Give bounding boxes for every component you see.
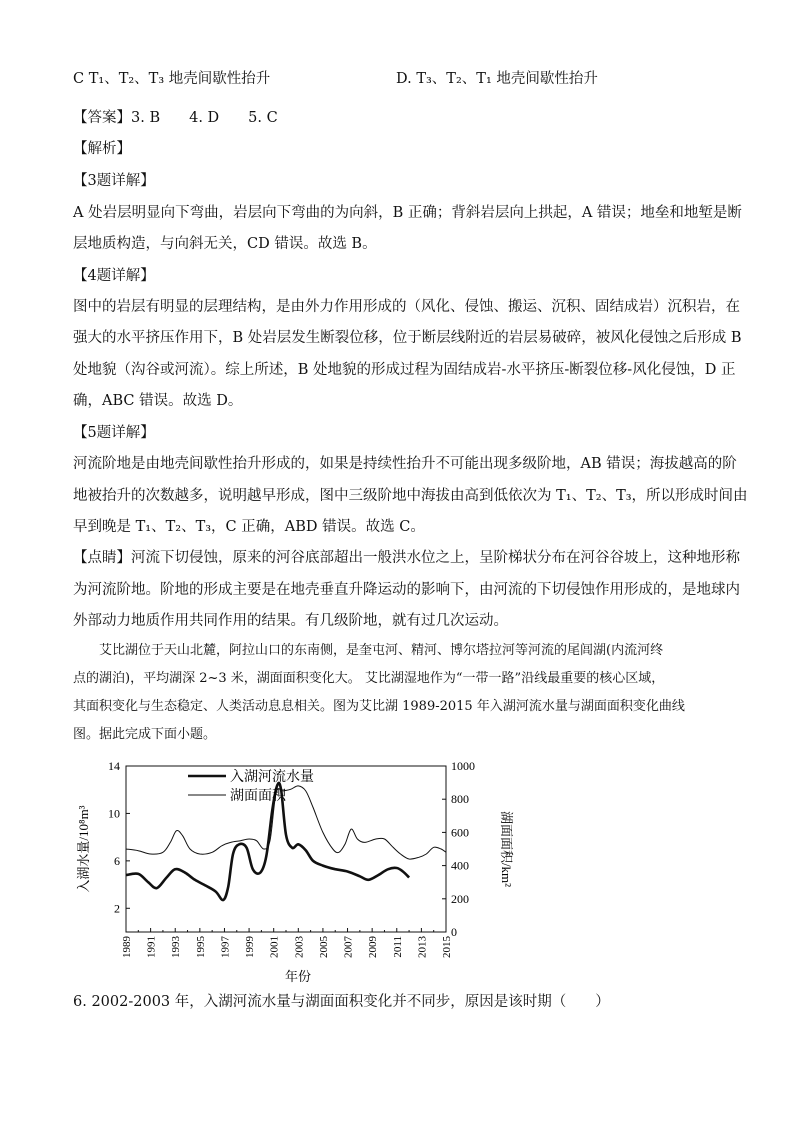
y-right-tick-label: 400 (451, 858, 469, 873)
tip-line-3: 外部动力地质作用共同作用的结果。有几级阶地，就有过几次运动。 (73, 613, 508, 629)
chart-figure (68, 752, 514, 990)
x-tick-label: 1995 (194, 936, 207, 958)
passage-line-2: 点的湖泊)，平均湖深 2~3 米，湖面面积变化大。 艾比湖湿地作为“一带一路”沿线最重要的核心区域， (73, 671, 665, 686)
x-tick-label: 1991 (145, 936, 158, 958)
tip-text-1: 河流下切侵蚀，原来的河谷底部超出一般洪水位之上，呈阶梯状分布在河谷谷坡上，这种地形称 (131, 550, 740, 566)
tip-line-1 (73, 548, 740, 568)
q3-line-1: A 处岩层明显向下弯曲，岩层向下弯曲的为向斜，B 正确；背斜岩层向上拱起，A 错误；地垒和地堑是断 (73, 205, 742, 221)
q4-tag: 【4题详解】 (73, 268, 155, 284)
q4-line-2: 强大的水平挤压作用下，B 处岩层发生断裂位移，位于断层线附近的岩层易破碎，被风化侵蚀之后形成 B (73, 330, 742, 346)
y-left-tick-label: 14 (108, 759, 120, 773)
chart-legend (188, 768, 314, 804)
passage (73, 637, 723, 749)
passage-line-1: 艾比湖位于天山北麓，阿拉山口的东南侧，是奎屯河、精河、博尔塔拉河等河流的尾闾湖(内流河终 (99, 643, 664, 658)
x-tick-label: 2003 (293, 936, 306, 958)
x-tick-label: 1993 (170, 936, 183, 958)
q3-tag: 【3题详解】 (73, 173, 155, 189)
y-left-tick-label: 2 (114, 901, 120, 916)
x-tick-label: 1989 (121, 936, 133, 958)
y-right-tick-label: 600 (451, 825, 469, 840)
y-right-tick-label: 800 (451, 792, 469, 807)
x-tick-label: 2005 (317, 936, 330, 958)
legend-label: 入湖河流水量 (230, 770, 314, 785)
chart-series (126, 783, 446, 900)
x-tick-label: 2001 (268, 936, 281, 958)
x-tick-label: 1997 (219, 936, 232, 958)
q4-line-1: 图中的岩层有明显的层理结构，是由外力作用形成的（风化、侵蚀、搬运、沉积、固结成岩）沉积岩，在 (73, 299, 740, 315)
x-axis-label: 年份 (284, 969, 312, 984)
y-left-tick-label: 10 (108, 806, 120, 821)
q5-line-3: 早到晚是 T₁、T₂、T₃，C 正确，ABD 错误。故选 C。 (73, 519, 425, 535)
q4-line-3: 处地貌（沟谷或河流）。综上所述，B 处地貌的形成过程为固结成岩-水平挤压-断裂位移-风化侵蚀，D 正 (73, 362, 736, 378)
y-right-tick-label: 1000 (451, 759, 475, 773)
q3-line-2: 层地质构造，与向斜无关，CD 错误。故选 B。 (73, 236, 377, 252)
legend-label: 湖面面积 (230, 789, 286, 804)
y-axis-label-left: 入湖水量/10⁸m³ (76, 805, 91, 893)
line-chart (68, 752, 514, 990)
question-6: 6. 2002-2003 年，入湖河流水量与湖面面积变化并不同步，原因是该时期（ ） (73, 994, 610, 1010)
passage-line-4: 图。据此完成下面小题。 (73, 727, 217, 742)
q4-line-4: 确，ABC 错误。故选 D。 (73, 393, 243, 409)
q5-tag: 【5题详解】 (73, 425, 155, 441)
y-right-tick-label: 200 (451, 891, 469, 906)
answer-tag: 【答案】 (73, 110, 131, 126)
answer-line (73, 108, 278, 128)
y-axis-label-right: 湖面面积/km² (499, 810, 514, 888)
x-tick-label: 2009 (367, 936, 380, 958)
x-tick-label: 1999 (244, 936, 257, 958)
y-right-tick-label: 0 (451, 925, 457, 939)
x-tick-label: 2013 (416, 936, 429, 958)
y-left-tick-label: 6 (114, 853, 120, 868)
tip-tag: 【点睛】 (73, 550, 131, 566)
x-tick-label: 2011 (391, 936, 404, 958)
answer-text: 3. B 4. D 5. C (131, 110, 278, 126)
x-tick-label: 2015 (441, 936, 453, 958)
q5-line-2: 地被抬升的次数越多，说明越早形成，图中三级阶地中海拔由高到低依次为 T₁、T₂、T₃，所以形成时间由 (73, 488, 748, 504)
option-c: C T₁、T₂、T₃ 地壳间歇性抬升 (73, 71, 271, 87)
series-line-area (126, 786, 446, 859)
passage-line-3: 其面积变化与生态稳定、人类活动息息相关。图为艾比湖 1989-2015 年入湖河流水量与湖面面积变化曲线 (73, 699, 685, 714)
x-tick-label: 2007 (342, 936, 355, 958)
q5-line-1: 河流阶地是由地壳间歇性抬升形成的，如果是持续性抬升不可能出现多级阶地，AB 错误；海拔越高的阶 (73, 456, 737, 472)
analysis-tag: 【解析】 (73, 141, 131, 157)
tip-line-2: 为河流阶地。阶地的形成主要是在地壳垂直升降运动的影响下，由河流的下切侵蚀作用形成的，是地球内 (73, 582, 740, 598)
option-d: D. T₃、T₂、T₁ 地壳间歇性抬升 (396, 71, 598, 87)
